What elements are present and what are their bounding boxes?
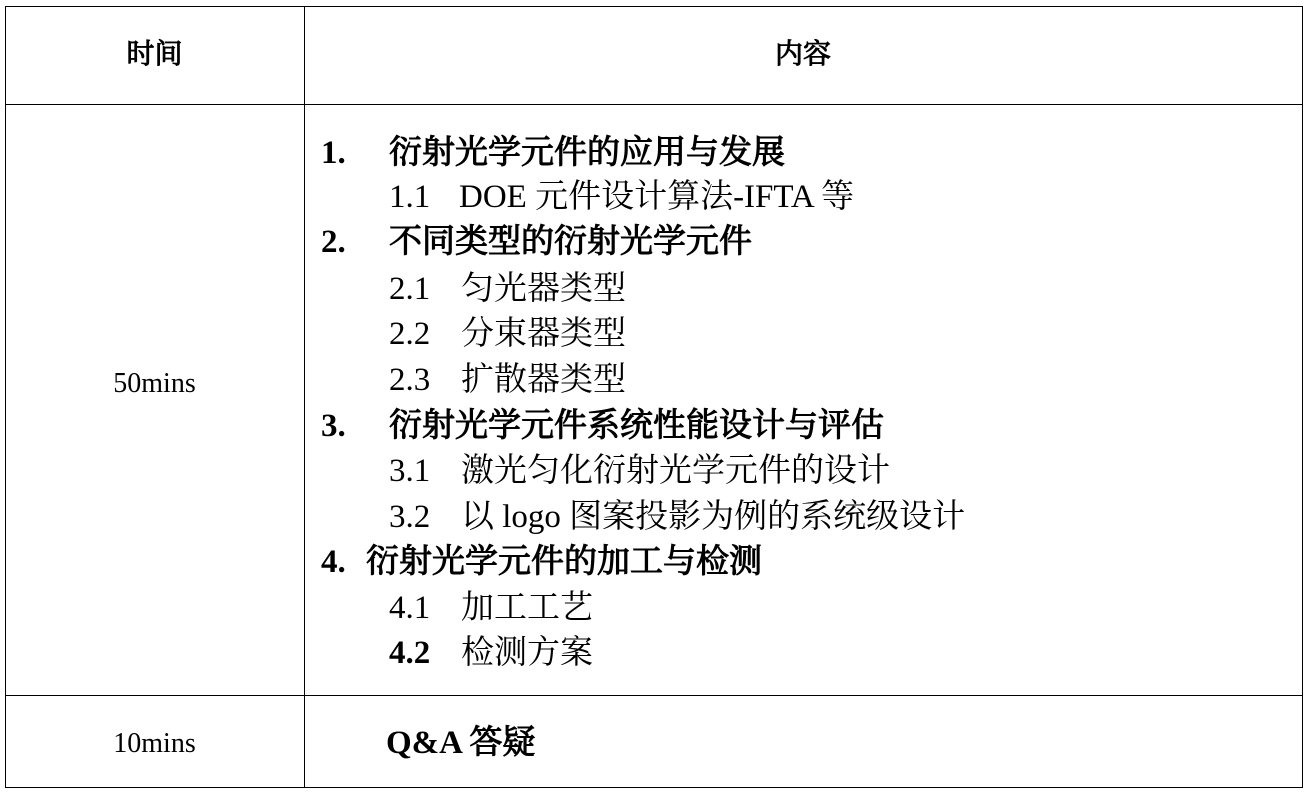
row-time: 10mins: [113, 728, 196, 759]
item-text: 衍射光学元件的应用与发展: [389, 135, 785, 171]
item-number: 2.3: [389, 362, 431, 398]
item-number: 3.: [321, 408, 346, 444]
item-text: 衍射光学元件的加工与检测: [366, 544, 762, 580]
item-text: 匀光器类型: [461, 271, 626, 307]
item-text: 加工工艺: [461, 590, 593, 626]
table-border-right: [1302, 6, 1303, 788]
item-number: 4.2: [389, 635, 431, 671]
item-text: 分束器类型: [461, 316, 626, 352]
row-time: 50mins: [113, 368, 196, 399]
item-text: 衍射光学元件系统性能设计与评估: [389, 408, 884, 444]
header-content: 内容: [774, 39, 831, 70]
item-text: 以 logo 图案投影为例的系统级设计: [461, 499, 966, 535]
column-divider: [304, 6, 305, 788]
table-border-bottom: [5, 787, 1303, 788]
item-number: 3.1: [389, 453, 431, 489]
table-border-top: [5, 6, 1303, 7]
item-number: 2.: [321, 224, 346, 260]
header-divider: [5, 104, 1303, 105]
item-number: 1.: [321, 135, 346, 171]
item-number: 4.1: [389, 590, 431, 626]
header-time: 时间: [126, 39, 183, 70]
item-number: 2.2: [389, 316, 431, 352]
item-text: DOE 元件设计算法-IFTA 等: [459, 179, 855, 215]
item-text: 激光匀化衍射光学元件的设计: [461, 453, 890, 489]
item-number: 4.: [321, 544, 346, 580]
item-text: 不同类型的衍射光学元件: [389, 224, 752, 260]
item-number: 3.2: [389, 499, 431, 535]
item-text: 扩散器类型: [461, 362, 626, 398]
qa-text: Q&A 答疑: [386, 725, 536, 761]
item-number: 1.1: [389, 179, 431, 215]
item-number: 2.1: [389, 271, 431, 307]
item-text: 检测方案: [461, 635, 593, 671]
row-divider: [5, 695, 1303, 696]
